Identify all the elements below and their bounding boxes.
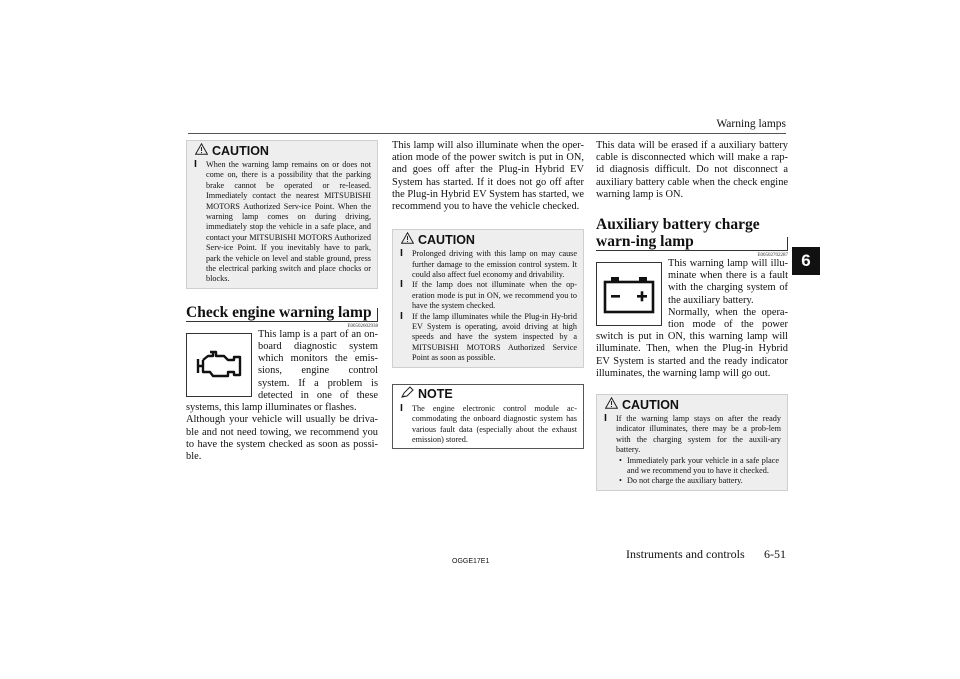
caution-title: CAUTION xyxy=(622,397,679,412)
section-heading-wrap xyxy=(186,304,378,322)
warning-triangle-icon xyxy=(195,142,208,160)
column-3 xyxy=(596,140,788,491)
caution-box xyxy=(186,140,378,289)
column-1 xyxy=(186,140,378,463)
note-title: NOTE xyxy=(418,387,453,402)
note-icon xyxy=(401,385,414,403)
page-number: 6-51 xyxy=(764,547,786,561)
engine-warning-icon xyxy=(186,333,252,397)
caution-header xyxy=(187,141,377,160)
caution-header xyxy=(597,395,787,414)
battery-charge-section xyxy=(596,216,788,380)
section-paragraph-2: Although your vehicle will usually be driva-ble and not need towing, we recommend you to have the system checked as soon as possi-ble. xyxy=(186,414,378,462)
chapter-tab: 6 xyxy=(792,247,820,275)
section-title: Check engine warning lamp xyxy=(186,303,372,321)
caution-subitem: • Do not charge the auxiliary battery. xyxy=(597,476,787,486)
warning-triangle-icon xyxy=(401,231,414,249)
section-paragraph: This lamp is a part of an on-board diagnostic system which monitors the emis-sions, engine control system. If a problem is detected in one of these systems, this lamp illuminates or flashes. xyxy=(186,328,378,414)
caution-title: CAUTION xyxy=(212,143,269,158)
footer-doc-code: OGGE17E1 xyxy=(452,558,490,565)
header-rule xyxy=(188,133,786,134)
paragraph: This data will be erased if a auxiliary battery cable is disconnected which will make a rap-id diagnosis difficult. Do not disconnect a auxiliary battery cable when the check engine warning lamp is ON. xyxy=(596,140,788,200)
running-head: Warning lamps xyxy=(716,118,786,130)
caution-header xyxy=(393,230,583,249)
note-header xyxy=(393,385,583,404)
caution-item: l If the lamp does not illuminate when the op-eration mode is put in ON, we recommend you to have the system checked. xyxy=(393,280,583,311)
note-item: l The engine electronic control module ac-commodating the onboard diagnostic system has various fault data (especially about the exhaust emission) stored. xyxy=(393,404,583,446)
section-title: Auxiliary battery charge warn-ing lamp xyxy=(596,216,760,251)
caution-box xyxy=(596,394,788,491)
caution-item: l If the lamp illuminates while the Plug-in Hy-brid EV System is operating, avoid driving at high speeds and have the system inspected by a MITSUBISHI MOTORS Authorized Service Point as soon as possible. xyxy=(393,312,583,364)
note-box xyxy=(392,384,584,450)
section-code: E00502602938 xyxy=(347,323,378,329)
column-2 xyxy=(392,140,584,449)
caution-item: l When the warning lamp remains on or does not come on, there is a possibility that the parking brake cannot be operated or re-leased. Immediately contact the nearest MITSUBISHI MOTORS Authorized Serv-ice Point. When the warning lamp comes on during driving, immediately stop the vehicle in a safe place, and contact your MITSUBISHI MOTORS Authorized Serv-ice Point. If you inevitably have to park, park the vehicle on level and stable ground, press the electrical parking switch and place chocks or blocks. xyxy=(187,160,377,285)
caution-title: CAUTION xyxy=(418,232,475,247)
warning-triangle-icon xyxy=(605,396,618,414)
footer-section-label: Instruments and controls xyxy=(626,547,745,561)
check-engine-section xyxy=(186,304,378,463)
caution-box xyxy=(392,229,584,367)
section-code: E00502702287 xyxy=(757,253,788,259)
paragraph: This lamp will also illuminate when the oper-ation mode of the power switch is put in ON, and goes off after the Plug-in Hybrid EV System has started. If it does not go off after the Plug-in Hybrid EV System has started, we recommend you to have the vehicle checked. xyxy=(392,140,584,213)
section-paragraph-2: Normally, when the opera-tion mode of the power switch is put in ON, this warning lamp will illuminate. Then, when the Plug-in Hybrid EV System is started and the ready indicator illuminates, the warning lamp will go out. xyxy=(596,306,788,379)
caution-subitem: • Immediately park your vehicle in a safe place and we recommend you to have it checked. xyxy=(597,456,787,477)
section-heading-wrap xyxy=(596,216,788,251)
section-paragraph: This warning lamp will illu-minate when there is a fault with the charging system of the auxiliary battery. xyxy=(668,258,788,306)
battery-charge-icon xyxy=(596,262,662,326)
caution-item: l Prolonged driving with this lamp on may cause further damage to the emission control system. It could also affect fuel economy and drivability. xyxy=(393,249,583,280)
caution-item: l If the warning lamp stays on after the ready indicator illuminates, there may be a prob-lem with the charging system for the auxili-ary battery. xyxy=(597,414,787,456)
